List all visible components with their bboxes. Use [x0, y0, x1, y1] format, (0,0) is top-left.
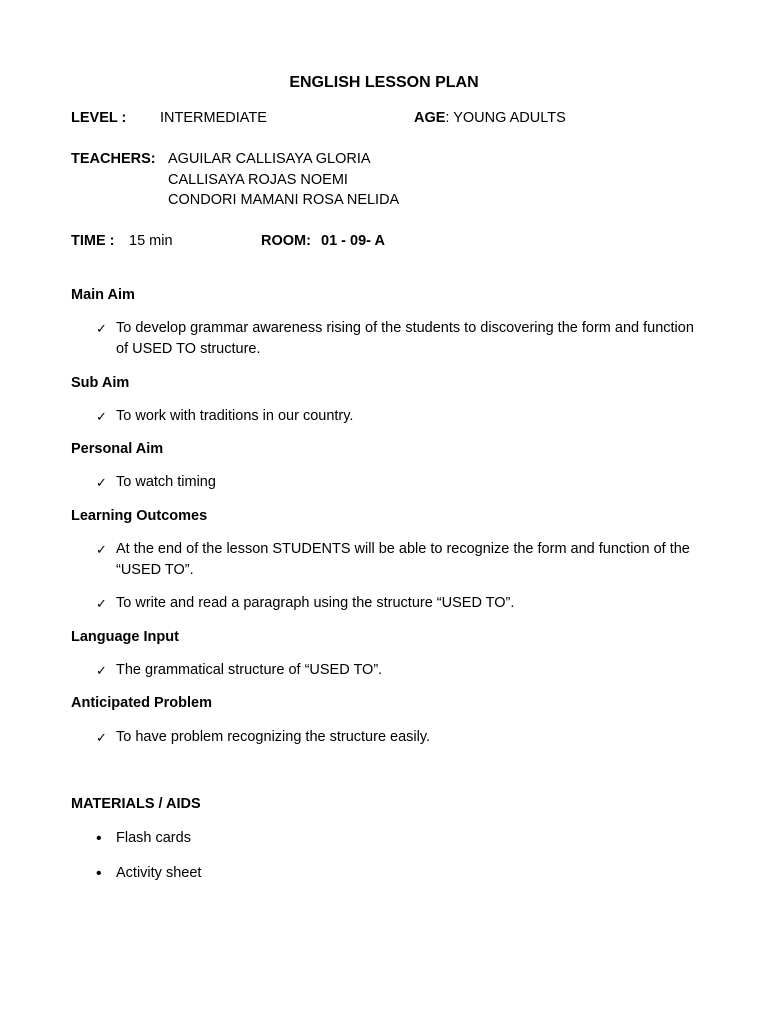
- list-item: [96, 593, 696, 614]
- age-field: [414, 110, 566, 126]
- teacher-name: CALLISAYA ROJAS NOEMI: [168, 172, 348, 188]
- list-item-text: To write and read a paragraph using the structure “USED TO”.: [116, 595, 515, 611]
- list-item: [96, 318, 696, 360]
- time-label: TIME :: [71, 233, 115, 249]
- bullet-icon: •: [96, 865, 102, 882]
- learning-outcomes-heading: Learning Outcomes: [71, 508, 208, 524]
- age-value: : YOUNG ADULTS: [445, 110, 566, 126]
- list-item: [96, 828, 696, 849]
- check-icon: ✓: [96, 409, 107, 424]
- check-icon: ✓: [96, 663, 107, 678]
- list-item: [96, 406, 696, 427]
- list-item: [96, 727, 696, 748]
- anticipated-problem-heading: Anticipated Problem: [71, 695, 212, 711]
- list-item-text: Activity sheet: [116, 865, 202, 881]
- list-item-text: To have problem recognizing the structure easily.: [116, 729, 431, 745]
- check-icon: ✓: [96, 321, 107, 336]
- language-input-heading: Language Input: [71, 629, 179, 645]
- list-item: [96, 472, 696, 493]
- teachers-label: TEACHERS:: [71, 151, 156, 167]
- check-icon: ✓: [96, 596, 107, 611]
- time-value: 15 min: [129, 233, 173, 249]
- list-item-text: The grammatical structure of “USED TO”.: [116, 662, 383, 678]
- list-item-text: Flash cards: [116, 830, 191, 846]
- list-item-text: To develop grammar awareness rising of the students to discovering the form and function of USED TO structure.: [116, 320, 694, 357]
- room-label: ROOM:: [261, 233, 311, 249]
- room-value: 01 - 09- A: [321, 233, 385, 249]
- main-aim-heading: Main Aim: [71, 287, 135, 303]
- materials-heading: MATERIALS / AIDS: [71, 796, 201, 812]
- list-item-text: At the end of the lesson STUDENTS will be able to recognize the form and function of the “USED TO”.: [116, 541, 690, 578]
- list-item: [96, 539, 696, 581]
- level-label: LEVEL :: [71, 110, 127, 126]
- age-label: AGE: [414, 110, 446, 126]
- list-item: [96, 660, 696, 681]
- personal-aim-heading: Personal Aim: [71, 441, 164, 457]
- level-value: INTERMEDIATE: [160, 110, 267, 126]
- check-icon: ✓: [96, 475, 107, 490]
- check-icon: ✓: [96, 730, 107, 745]
- list-item-text: To watch timing: [116, 474, 216, 490]
- teacher-name: CONDORI MAMANI ROSA NELIDA: [168, 192, 400, 208]
- sub-aim-heading: Sub Aim: [71, 375, 130, 391]
- list-item-text: To work with traditions in our country.: [116, 408, 354, 424]
- bullet-icon: •: [96, 830, 102, 847]
- list-item: [96, 863, 696, 884]
- check-icon: ✓: [96, 542, 107, 557]
- page-title: ENGLISH LESSON PLAN: [289, 74, 479, 91]
- teacher-name: AGUILAR CALLISAYA GLORIA: [168, 151, 371, 167]
